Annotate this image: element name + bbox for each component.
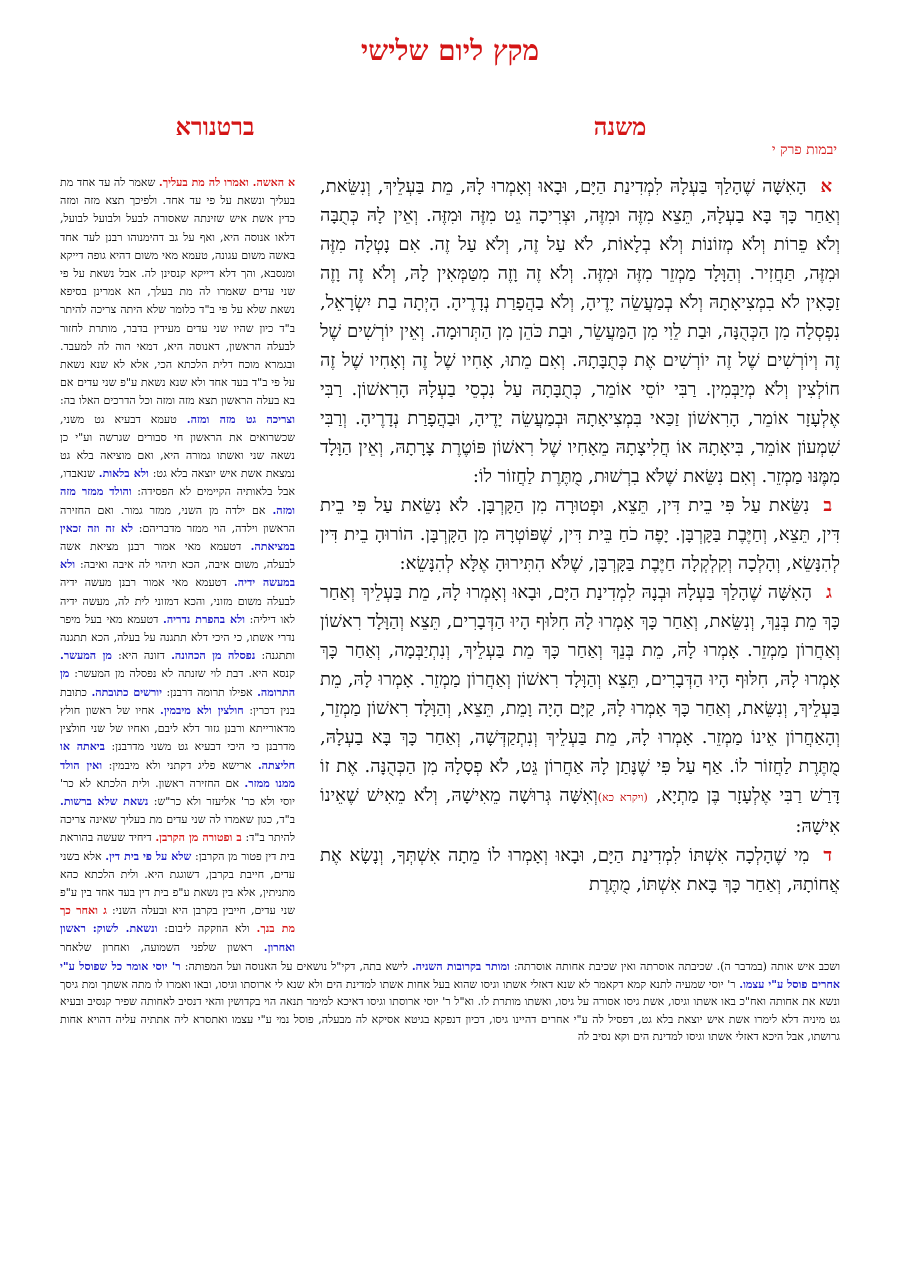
mishnah-paragraph	[320, 841, 840, 899]
commentary-heading: נשאת שלא ברשות.	[60, 794, 149, 808]
commentary-text: אחיו של ראשון חולץ מדאורייתא ורבנן גזור דלא ליבם, ואחיו של שני חולצין מדרבנן כי היכי דבעיא גט משני מדרבנן:	[60, 703, 295, 754]
commentary-heading: מן המעשר.	[60, 649, 112, 663]
commentary-heading: נפסלה מן הכהונה.	[171, 649, 256, 663]
commentary-text: ארישא פליג דקתני ולא מיבמין:	[108, 758, 252, 772]
mishnah-text: הָאִשָּׁה שֶׁהָלַךְ בַּעְלָהּ לִמְדִינַת הַיָּם, וּבָאוּ וְאָמְרוּ לָהּ, מֵת בַּעְלֵיךְ, וְנִשֵּׂאת, וְאַחַר כָּךְ בָּא בַעְלָהּ, תֵּצֵא מִזֶּה וּמִזֶּה, וּצְרִיכָה גֵט מִזֶּה וּמִזֶּה. וְאֵין לָהּ כְּתֻבָּה וְלֹא פֵרוֹת וְלֹא מְזוֹנוֹת וְלֹא בְלָאוֹת, לֹא עַל זֶה, וְלֹא עַל זֶה. אִם נָטְלָה מִזֶּה וּמִזֶּה, תַּחֲזִיר. וְהַוָּלָד מַמְזֵר מִזֶּה וּמִזֶּה. וְלֹא זֶה וָזֶה מִטַּמְּאִין לָהּ, וְלֹא זֶה וָזֶה זַכָּאִין לֹא בִמְצִיאָתָהּ וְלֹא בְמַעֲשֵׂה יָדֶיהָ, וְלֹא בַהֲפָרַת נְדָרֶיהָ. הָיְתָה בַת יִשְׂרָאֵל, נִפְסְלָה מִן הַכְּהֻנָּה, וּבַת לֵוִי מִן הַמַּעֲשֵׂר, וּבַת כֹּהֵן מִן הַתְּרוּמָה. וְאֵין יוֹרְשִׁים שֶׁל זֶה וְיוֹרְשִׁים שֶׁל זֶה יוֹרְשִׁים אֶת כְּתֻבָּתָהּ. וְאִם מֵתוּ, אָחִיו שֶׁל זֶה וְאָחִיו שֶׁל זֶה חוֹלְצִין וְלֹא מְיַבְּמִין. רַבִּי יוֹסֵי אוֹמֵר, כְּתֻבָּתָהּ עַל נִכְסֵי בַעְלָהּ הָרִאשׁוֹן. רַבִּי אֶלְעָזָר אוֹמֵר, הָרִאשׁוֹן זַכַּאי בִּמְצִיאָתָהּ וּבְמַעֲשֵׂה יָדֶיהָ, וּבַהֲפָרַת נְדָרֶיהָ. וְרַבִּי שִׁמְעוֹן אוֹמֵר, בִּיאָתָהּ אוֹ חֲלִיצָתָהּ מֵאָחִיו שֶׁל רִאשׁוֹן פּוֹטֶרֶת צָרָתָהּ, וְאֵין הַוָּלָד מִמֶּנּוּ מַמְזֵר. וְאִם נִשֵּׂאת שֶׁלֹּא בִרְשׁוּת, מֻתֶּרֶת לַחֲזוֹר לוֹ:	[320, 176, 840, 487]
commentary-text: קנסא היא. דבת לוי שזנתה לא נפסלה מן המעשר:	[74, 667, 295, 681]
mishnah-text: וְאִשָּׁה גְּרוּשָׁה מֵאִישָׁהּ, וְלֹא מֵאִישׁ שֶׁאֵינוֹ אִישָׁהּ:	[320, 785, 840, 837]
commentary-heading: ונשאת. לשוק:	[92, 922, 158, 936]
commentary-text: אם החזירה ראשון. ולית הלכתא לא כר' יוסי ולא כר' אליעזר ולא כר"ש:	[60, 776, 295, 808]
bartenura-heading: ברטנורא	[175, 112, 255, 141]
mishnah-number: א	[820, 176, 832, 197]
commentary-heading: ב ופטורה מן הקרבן.	[155, 831, 242, 845]
commentary-text: ב"ד, כגון שאמרו לה שני עדים מת בעליך שאינה צריכה להיתר ב"ד:	[60, 813, 295, 845]
commentary-text: טעמא דבעיא גט משני, שכשרואים את הראשון חי סבורים שגרשה וע"י כן נשאה שני ואשתו גמורה היא, ואם מוציאה בלא גט נמצאת אשת איש יוצאה בלא גט:	[60, 412, 295, 481]
commentary-text: דזונה היא:	[118, 649, 165, 663]
commentary-heading: ראשון ואחרון.	[60, 922, 295, 954]
commentary-heading: ואין הולד ממנו ממזר.	[60, 758, 295, 790]
commentary-text: אלא בשני עדים, חייבת בקרבן, דשוגגת היא. ולית הלכתא כהא מתניתין, אלא בין נשאת ע"פ בית דין בעד אחד בין ע"פ שני עדים, חייבין בקרבן היא ובעלה השני:	[60, 849, 295, 918]
footer-commentary	[60, 958, 840, 1100]
commentary-text: אם ילדה מן השני, ממזר גמור. ואם החזירה הראשון וילדה, הוי ממזר מדבריהם:	[60, 503, 295, 535]
commentary-heading: לא זה וזה זכאין במציאתה.	[60, 521, 295, 554]
footer-heading: ומותר בקרובות השניה.	[411, 960, 510, 973]
commentary-heading: ג ואחר כך מת בנך.	[60, 904, 295, 936]
commentary-text: דטעמא מאי בעל מיפר נדרי אשתו, כי היכי דלא תתגנה על בעלה, הכא תתגנה ותתגנה:	[60, 612, 295, 663]
commentary-text: כתובת בנין דכרין:	[60, 685, 295, 717]
commentary-heading: וצריכה גט מזה ומזה.	[186, 412, 295, 426]
commentary-text: דטעמא מאי אמור רבנן מעשה ידיה לבעלה משום מזוני, והכא דמזוני לית לה, מעשה ידיה לאו דיליה:	[60, 576, 295, 626]
footer-text: ושכב איש אותה (במדבר ה). שכיבתה אוסרתה ואין שכיבת אחותה אוסרתה:	[513, 960, 840, 973]
bartenura-column	[60, 174, 295, 960]
footer-heading: ר' יוסי אומר כל שפוסל ע"י אחרים פוסל ע"י עצמו.	[60, 960, 840, 991]
mishnah-text: נִשֵּׂאת עַל פִּי בֵית דִּין, תֵּצֵא, וּפְטוּרָה מִן הַקָּרְבָּן. לֹא נִשֵּׂאת עַל פִּי בֵית דִּין, תֵּצֵא, וְחַיֶּבֶת בַּקָּרְבָּן. יָפֶה כֹחַ בֵּית דִּין, שֶׁפּוֹטְרָהּ מִן הַקָּרְבָּן. הוֹרוּהָ בֵית דִּין לְהִנָּשֵׂא, וְהָלְכָה וְקִלְקְלָה חַיֶּבֶת בַּקָּרְבָּן, שֶׁלֹּא הִתִּירוּהָ אֶלָּא לְהִנָּשֵׂא:	[320, 495, 840, 574]
commentary-text: שאמר לה עד אחד מת בעליך ונשאת על פי עד אחד. ולפיכך תצא מזה ומזה כדין אשת איש שזינתה שאסורה לבעל ולבועל לבועל, דלאו אנוסה היא, ואף על גב דהימנוהו רבנן לעד אחד באשה משום עגונה, טעמא מאי משום דהיא גופה דייקא ומנסבא, והך דלא דייקא קנסינן לה. אבל נשאת על פי שני עדים שאמרו לה מת בעלך, הא אמרינן בסיפא נשאת שלא על פי ב"ד כלומר שלא היתה צריכה להיתר ב"ד כיון שהיו שני עדים מעידין בדבר, מותרת לחזור לבעלה הראשון, דאנוסה היא, דמאי הוה לה למעבד. ובגמרא מוכח דלית הלכתא הכי, אלא לא שנא נשאת על פי ב"ד בעד אחד ולא שנא נשאת ע"פ שני עדים אם בא בעלה הראשון תצא מזה ומזה וכל הדרכים האלו בה:	[60, 176, 295, 408]
commentary-heading: שלא על פי בית דין.	[105, 849, 192, 863]
commentary-text: שנאבדו, אבל בלאותיה הקיימים לא הפסידה:	[60, 467, 295, 499]
commentary-heading: יורשים כתובתה.	[91, 685, 162, 699]
footer-text: לישא בתה, דקי"ל נושאים על האנוסה ועל המפותה:	[184, 960, 408, 973]
commentary-heading: ולא בהפרת נדריה.	[163, 612, 245, 626]
commentary-heading: א האשה. ואמרו לה מת בעליך.	[158, 176, 295, 189]
mishnah-paragraph	[320, 491, 840, 578]
commentary-heading: ולא בלאות.	[98, 467, 149, 481]
commentary-text: דטעמא מאי אמור רבנן מציאת אשה לבעלה, משום איבה, הכא תיהוי לה איבה ואיבה:	[60, 540, 295, 572]
commentary-heading: ולא במעשה ידיה.	[60, 558, 295, 590]
commentary-text: אפילו תרומה דרבנן:	[166, 685, 253, 699]
mishnah-number: ג	[826, 582, 832, 603]
mishnah-heading: משנה	[593, 112, 647, 141]
mishnah-text: מִי שֶׁהָלְכָה אִשְׁתּוֹ לִמְדִינַת הַיָּם, וּבָאוּ וְאָמְרוּ לוֹ מֵתָה אִשְׁתְּךָ, וְנָשָׂא אֶת אֲחוֹתָהּ, וְאַחַר כָּךְ בָּאת אִשְׁתּוֹ, מֻתֶּרֶת	[320, 845, 840, 895]
footer-text: ר' יוסי שמעיה לתנא קמא דקאמר לא שנא דאזלי אשתו וגיסו שהוא בעל אחות אשתו למדינת הים ולא שנא לי ארוסתו וגיסו, ובאו ואמרו לו מתה אשתך ומת גיסך ונשא את אחותה ואח"כ באו אשתו וגיסו, אשת גיסו אסורה על גיסו, ואשתו מותרת לו. וא"ל ר' יוסי ארוסתו וגיסו דאיכא למימר תנאה הוי בקדושין והאי דנסיב לאחותה שפיר קנסיב ובעיא גט מיניה דלא לימרו אשת איש יוצאת בלא גט, דפסיל לה ע"י אחרים דהיינו גיסו, דכיון דנפקא בגיטא אסיקא לה מבעלה, פוסל נמי ע"י עצמו ואתסרא ליה אתתיה עליה דהויא אחות גרושתו, אבל היכא דאזלי אשתו וגיסו למדינת הים וקא נסיב לה	[60, 977, 840, 1043]
mishnah-paragraph	[320, 172, 840, 491]
mishnah-number: ב	[823, 495, 832, 516]
verse-reference: (ויקרא כא)	[597, 791, 648, 804]
mishnah-number: ד	[823, 845, 832, 866]
commentary-text: ולא הוזקקה ליבום:	[164, 922, 250, 936]
commentary-text: ראשון שלפני השמועה, ואחרון שלאחר	[60, 940, 253, 954]
commentary-text: דיחיד שעשה בהוראת בית דין פטור מן הקרבן:	[60, 831, 295, 863]
page-title: מקץ ליום שלישי	[360, 34, 540, 67]
chapter-label: יבמות פרק י	[771, 142, 837, 158]
commentary-heading: ביאתה או חליצתה.	[60, 740, 295, 772]
commentary-heading: והולד ממזר מזה ומזה.	[60, 485, 295, 517]
commentary-heading: מן התרומה.	[60, 667, 295, 699]
mishnah-paragraph	[320, 578, 840, 841]
mishnah-text: הָאִשָּׁה שֶׁהָלַךְ בַּעְלָהּ וּבְנָהּ לִמְדִינַת הַיָּם, וּבָאוּ וְאָמְרוּ לָהּ, מֵת בַּעְלֵיךְ וְאַחַר כָּךְ מֵת בְּנֵךְ, וְנִשֵּׂאת, וְאַחַר כָּךְ אָמְרוּ לָהּ חִלּוּף הָיוּ הַדְּבָרִים, תֵּצֵא וְהַוָּלָד רִאשׁוֹן וְאַחֲרוֹן מַמְזֵר. אָמְרוּ לָהּ, מֵת בְּנֵךְ וְאַחַר כָּךְ מֵת בַּעְלֵיךְ, וְנִתְיַבְּמָה, וְאַחַר כָּךְ אָמְרוּ לָהּ, חִלּוּף הָיוּ הַדְּבָרִים, תֵּצֵא וְהַוָּלָד רִאשׁוֹן וְאַחֲרוֹן מַמְזֵר. אָמְרוּ לָהּ, מֵת בַּעְלֵיךְ, וְנִשֵּׂאת, וְאַחַר כָּךְ אָמְרוּ לָהּ, קַיָּם הָיָה וָמֵת, תֵּצֵא, וְהַוָּלָד רִאשׁוֹן מַמְזֵר, וְהָאַחֲרוֹן אֵינוֹ מַמְזֵר. אָמְרוּ לָהּ, מֵת בַּעְלֵיךְ וְנִתְקַדְּשָׁה, וְאַחַר כָּךְ בָּא בַעְלָהּ, מֻתֶּרֶת לַחֲזוֹר לוֹ. אַף עַל פִּי שֶׁנָּתַן לָהּ אַחֲרוֹן גֵּט, לֹא פְסָלָהּ מִן הַכְּהֻנָּה. אֶת זוֹ דָּרַשׁ רַבִּי אֶלְעָזָר בֶּן מַתְיָא,	[320, 582, 840, 806]
mishnah-column	[320, 172, 840, 960]
commentary-heading: חולצין ולא מיבמין.	[159, 703, 244, 717]
